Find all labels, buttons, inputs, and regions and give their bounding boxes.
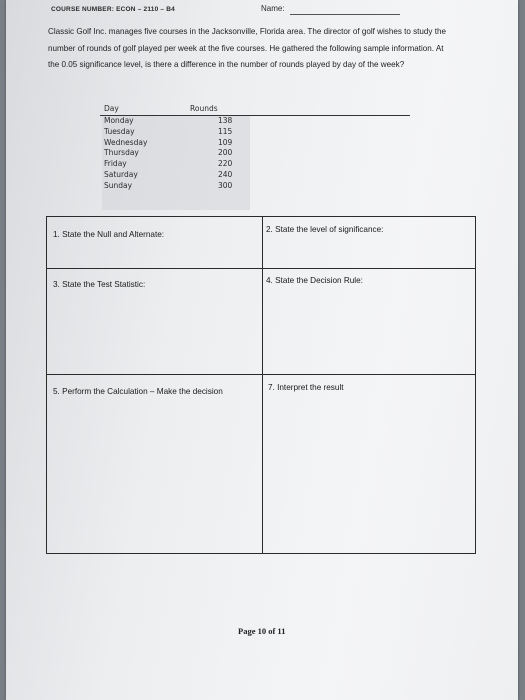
table-row — [100, 170, 410, 181]
box-interpret: 7. Interpret the result — [268, 383, 344, 392]
worksheet-page — [6, 0, 518, 700]
rounds-table — [100, 104, 410, 192]
table-row — [100, 138, 410, 149]
day-cell: Thursday — [104, 148, 139, 158]
grid-divider-row-1 — [47, 268, 475, 269]
rounds-cell: 240 — [218, 169, 233, 179]
day-cell: Friday — [104, 159, 127, 169]
day-cell: Wednesday — [104, 137, 148, 147]
table-row — [100, 159, 410, 170]
header-rounds: Rounds — [190, 104, 218, 113]
box-test-statistic: 3. State the Test Statistic: — [53, 280, 146, 289]
box-calculation: 5. Perform the Calculation – Make the decision — [53, 387, 223, 396]
rounds-cell: 138 — [218, 116, 233, 125]
table-row — [100, 148, 410, 159]
table-row — [100, 181, 410, 192]
box-decision-rule: 4. State the Decision Rule: — [266, 276, 363, 285]
course-number: COURSE NUMBER: ECON – 2110 – B4 — [51, 6, 175, 13]
name-blank-line — [290, 14, 400, 15]
rounds-cell: 220 — [218, 159, 233, 169]
day-cell: Sunday — [104, 180, 133, 190]
day-cell: Tuesday — [104, 126, 135, 136]
grid-divider-row-2 — [47, 374, 475, 375]
rounds-cell: 115 — [218, 126, 233, 136]
rounds-cell: 200 — [218, 148, 233, 158]
table-header-row — [100, 104, 410, 116]
answer-grid — [46, 216, 476, 554]
problem-statement: Classic Golf Inc. manages five courses in the Jacksonville, Florida area. The director of golf wishes to study the number of rounds of golf played per week at the five courses. He gathered the following sample information. At the 0.05 significance level, is there a difference in the number of rounds played by day of the week? — [48, 27, 446, 69]
name-label: Name: — [261, 4, 285, 13]
day-cell: Saturday — [104, 169, 138, 179]
rounds-cell: 109 — [218, 137, 233, 147]
page-number: Page 10 of 11 — [238, 626, 286, 636]
box-significance: 2. State the level of significance: — [266, 225, 384, 234]
rounds-cell: 300 — [218, 180, 233, 190]
box-null-alternate: 1. State the Null and Alternate: — [53, 230, 165, 239]
table-row — [100, 127, 410, 138]
table-row — [100, 116, 410, 127]
header-day: Day — [104, 104, 119, 113]
day-cell: Monday — [104, 116, 134, 125]
